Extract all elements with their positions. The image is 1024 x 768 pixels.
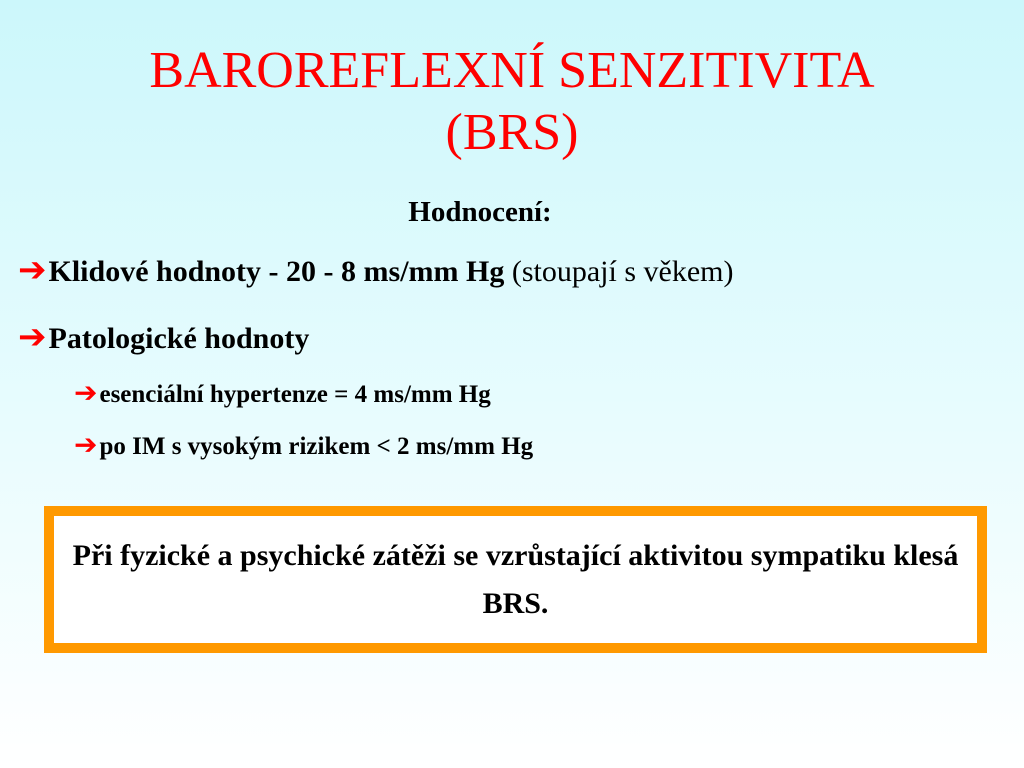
highlight-box	[44, 506, 987, 653]
sub-bullet-hypertension	[74, 376, 491, 410]
bullet-text: Patologické hodnoty	[48, 322, 310, 355]
right-arrow-icon: ➔	[74, 378, 98, 409]
right-arrow-icon: ➔	[74, 430, 98, 461]
bullet-pathological-values	[18, 317, 309, 357]
title-line-2: (BRS)	[445, 104, 579, 161]
bullet-note: (stoupají s věkem)	[504, 255, 734, 288]
title-line-1: BAROREFLEXNÍ SENZITIVITA	[149, 42, 875, 99]
right-arrow-icon: ➔	[18, 319, 47, 356]
bullet-text: esenciální hypertenze = 4 ms/mm Hg	[99, 381, 491, 408]
bullet-resting-values	[18, 250, 733, 290]
highlight-text: Při fyzické a psychické zátěži se vzrůstající aktivitou sympatiku klesá BRS.	[54, 516, 977, 643]
slide-title	[0, 40, 1024, 164]
subheading: Hodnocení:	[408, 196, 552, 228]
bullet-text: po IM s vysokým rizikem < 2 ms/mm Hg	[99, 433, 534, 460]
bullet-text: Klidové hodnoty - 20 - 8 ms/mm Hg	[48, 255, 505, 288]
right-arrow-icon: ➔	[18, 252, 47, 289]
sub-bullet-post-mi	[74, 428, 533, 462]
